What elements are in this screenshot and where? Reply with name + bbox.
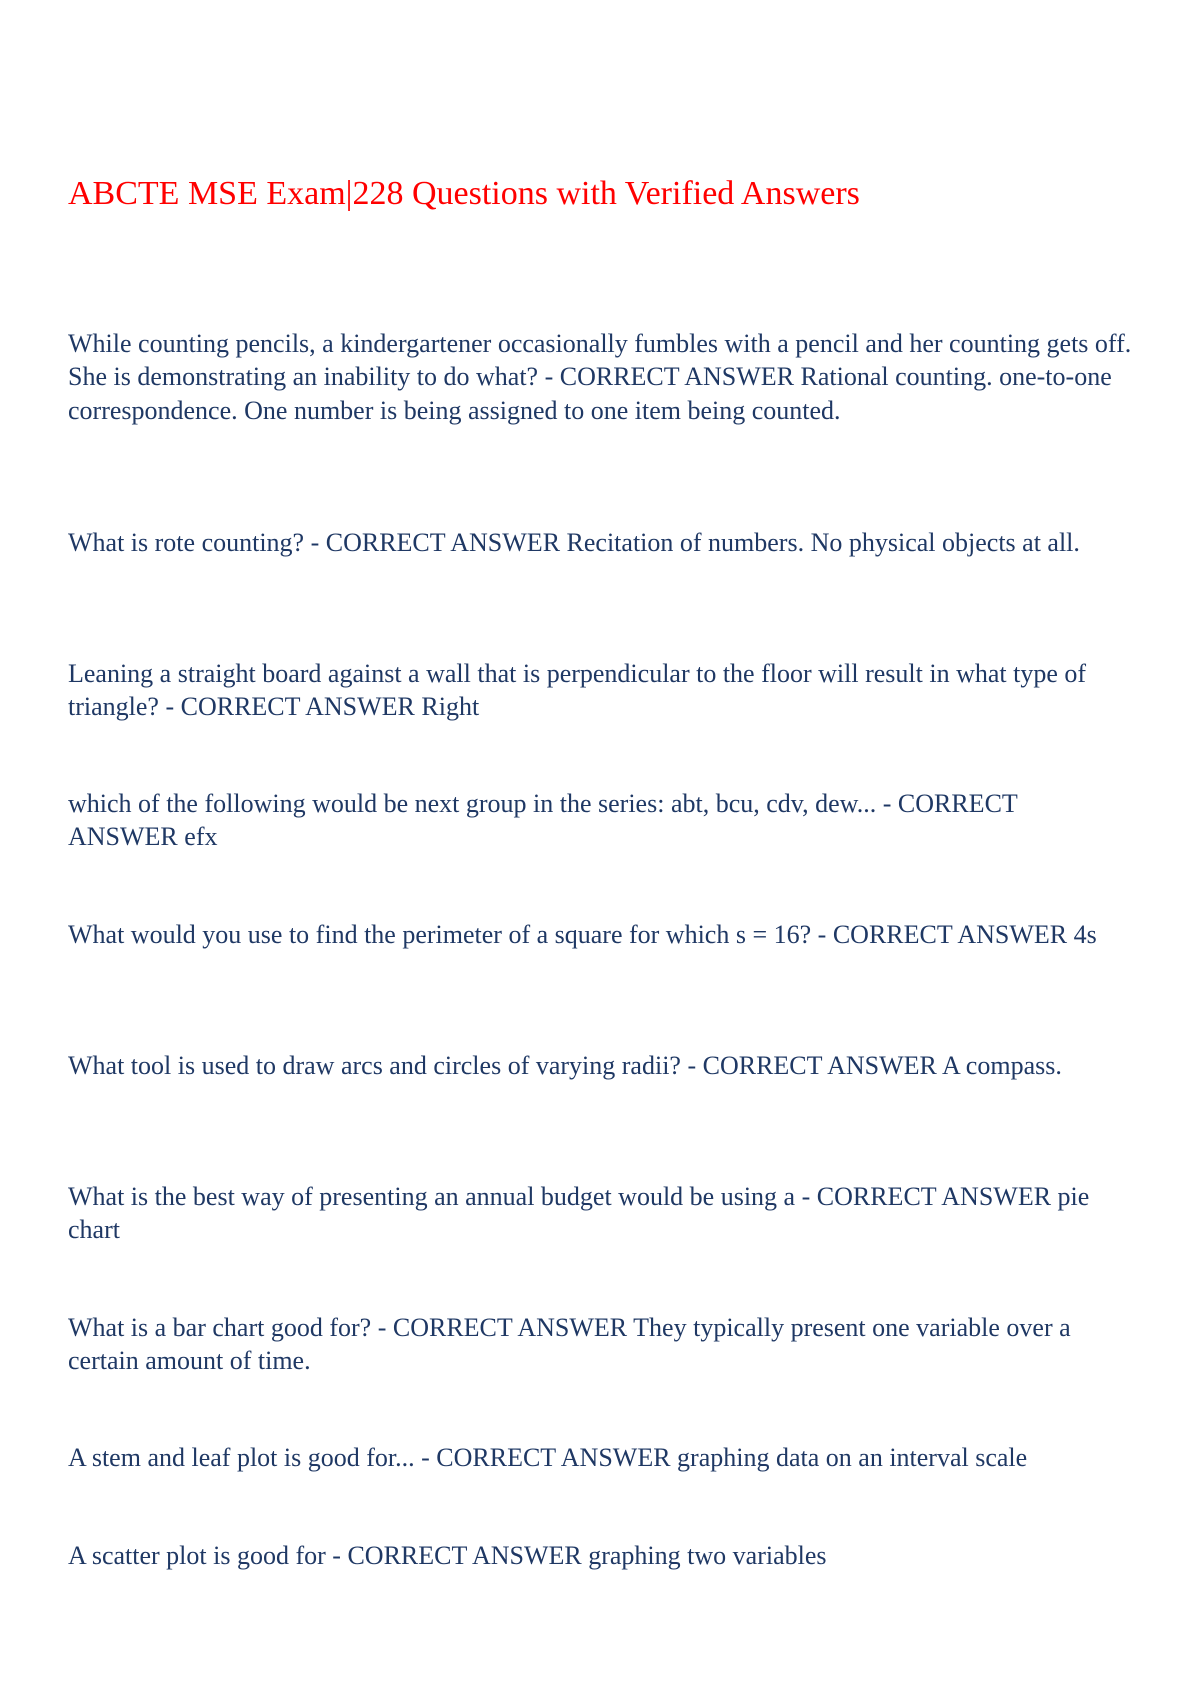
qa-entry-8: What is a bar chart good for? - CORRECT ANSWER They typically present one variable over a certain amount of time. [68,1313,1071,1376]
qa-entry-1: While counting pencils, a kindergartener occasionally fumbles with a pencil and her counting gets off. She is demonstrating an inability to do what? - CORRECT ANSWER Rational counting. one-to-one correspondence. One number is being assigned to one item being counted. [68,329,1132,425]
qa-entry-5: What would you use to find the perimeter of a square for which s = 16? - CORRECT ANSWER 4s [68,920,1097,949]
qa-entry-3: Leaning a straight board against a wall that is perpendicular to the floor will result in what type of triangle? - CORRECT ANSWER Right [68,659,1087,722]
qa-entry-7: What is the best way of presenting an annual budget would be using a - CORRECT ANSWER pie chart [68,1182,1090,1245]
qa-entry-2: What is rote counting? - CORRECT ANSWER Recitation of numbers. No physical objects at all. [68,528,1080,557]
qa-entry-4: which of the following would be next group in the series: abt, bcu, cdv, dew... - CORRECT ANSWER efx [68,789,1018,852]
qa-entry-10: A scatter plot is good for - CORRECT ANSWER graphing two variables [68,1541,827,1570]
qa-entry-9: A stem and leaf plot is good for... - CORRECT ANSWER graphing data on an interval scale [68,1443,1028,1472]
document-title: ABCTE MSE Exam|228 Questions with Verified Answers [68,175,860,212]
qa-entry-6: What tool is used to draw arcs and circles of varying radii? - CORRECT ANSWER A compass. [68,1051,1062,1080]
